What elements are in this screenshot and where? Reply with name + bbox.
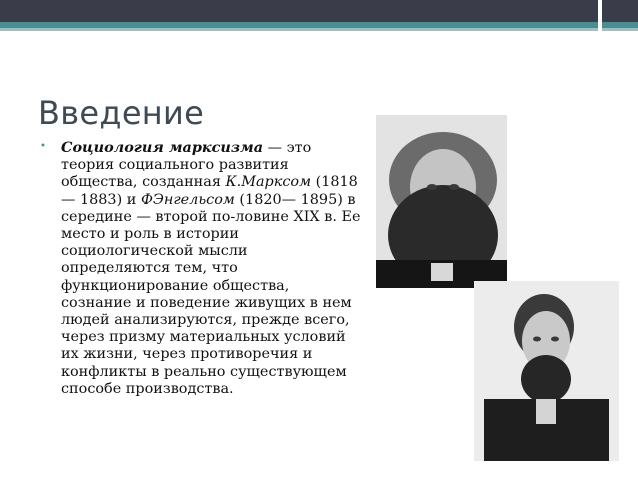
header-bar <box>0 0 638 22</box>
text-part-4: (1818— 1883) и <box>61 174 358 208</box>
portrait-marx <box>376 115 507 288</box>
text-part-2: — это теория социального развития общества, созданная <box>61 140 312 191</box>
name-marx: К.Марксом <box>225 174 312 191</box>
name-engels: ФЭнгельсом <box>140 191 235 208</box>
portrait-engels <box>474 281 619 461</box>
corner-gap <box>598 0 602 40</box>
bullet-icon: • <box>40 141 46 152</box>
text-part-6: (1820— 1895) в середине — второй по-ловине XIX в. Ее место и роль в истории социологической мысли определяются тем, что функционирование общества, сознание и поведение живущих в нем людей анализируются, прежде всего, через призму материальных условий их жизни, через противоречия и конфликты в реально существующем способе производства. <box>61 191 361 397</box>
term-marxism-sociology: Социология марксизма <box>61 139 264 156</box>
slide-title: Введение <box>38 94 205 132</box>
body-text <box>61 139 361 398</box>
accent-line <box>0 28 638 31</box>
